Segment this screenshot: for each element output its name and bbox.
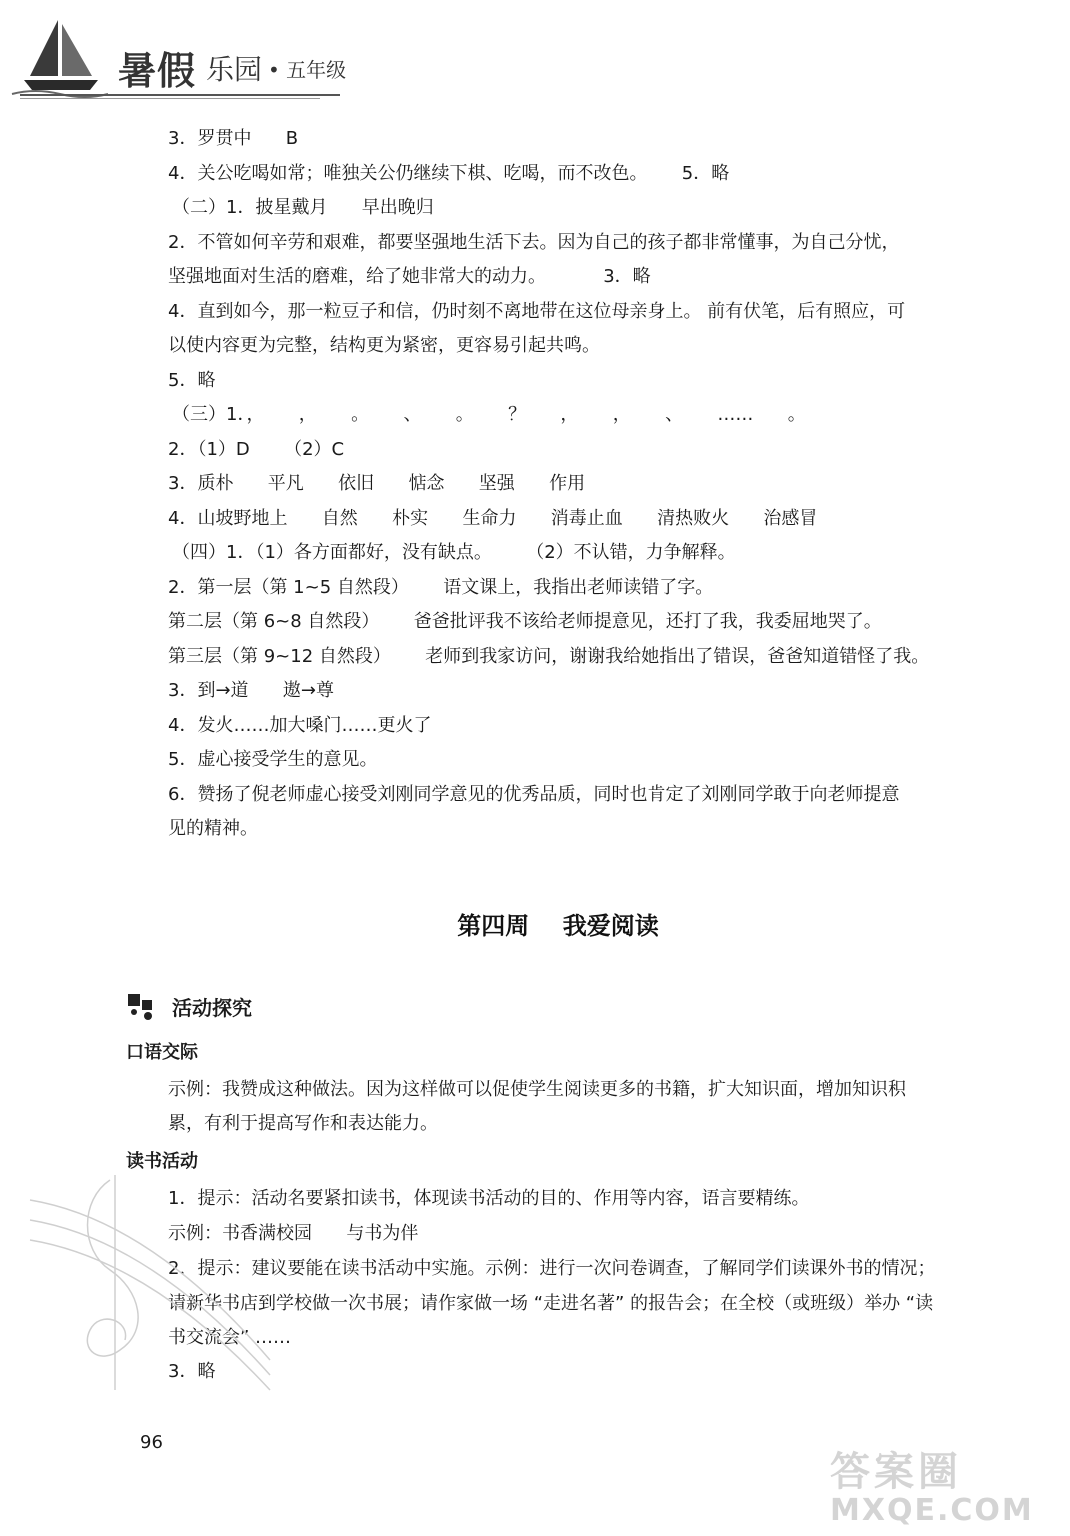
- watermark-top: 答案圈: [830, 1449, 962, 1495]
- header-rule: [20, 94, 340, 96]
- answer-line: 3．罗贯中 B: [168, 128, 299, 149]
- answer-line: （三）1．， ， 。 、 。 ？ ， ， 、 …… 。: [172, 404, 806, 425]
- answer-line: 5．虚心接受学生的意见。: [168, 749, 378, 770]
- answer-line: 4．山坡野地上 自然 朴实 生命力 消毒止血 清热败火 治感冒: [168, 508, 818, 529]
- answer-line: 坚强地面对生活的磨难，给了她非常大的动力。 3．略: [168, 266, 651, 287]
- answer-line: 示例：书香满校园 与书为伴: [168, 1223, 419, 1244]
- answer-line: 第三层（第 9~12 自然段） 老师到我家访问，谢谢我给她指出了错误，爸爸知道错怪了我。: [168, 646, 930, 667]
- answer-line: 3．到→道 遨→尊: [168, 680, 334, 701]
- answer-line: 4．关公吃喝如常；唯独关公仍继续下棋、吃喝，而不改色。 5．略: [168, 163, 730, 184]
- answer-line: 示例：我赞成这种做法。因为这样做可以促使学生阅读更多的书籍，扩大知识面，增加知识积: [168, 1079, 906, 1100]
- answer-line: 2．（1）D （2）C: [168, 439, 345, 460]
- answer-line: 5．略: [168, 370, 216, 391]
- chapter-title: 第四周 我爱阅读: [457, 912, 659, 940]
- watermark-bottom: MXQE.COM: [830, 1493, 1034, 1528]
- answer-line: （四）1．（1）各方面都好，没有缺点。 （2）不认错，力争解释。: [172, 542, 736, 563]
- grade-label: • 五年级: [268, 58, 347, 82]
- header-rule-thin: [20, 98, 320, 99]
- page-header: [0, 0, 1070, 110]
- subheading-oral: 口语交际: [126, 1042, 198, 1063]
- answer-line: 见的精神。: [168, 818, 258, 839]
- answer-line: 书交流会” ……: [168, 1327, 292, 1348]
- answer-line: 累，有利于提高写作和表达能力。: [168, 1113, 438, 1134]
- page-number: 96: [140, 1432, 163, 1453]
- answer-line: 以使内容更为完整，结构更为紧密，更容易引起共鸣。: [168, 335, 600, 356]
- answer-line: 4．直到如今，那一粒豆子和信，仍时刻不离地带在这位母亲身上。 前有伏笔，后有照应，可: [168, 301, 906, 322]
- answer-line: 1．提示：活动名要紧扣读书，体现读书活动的目的、作用等内容，语言要精练。: [168, 1188, 810, 1209]
- site-watermark: [830, 1450, 1034, 1528]
- answer-line: 2．不管如何辛劳和艰难，都要坚强地生活下去。因为自己的孩子都非常懂事，为自己分忧，: [168, 232, 900, 253]
- answer-line: 请新华书店到学校做一次书展；请作家做一场 “走进名著” 的报告会；在全校（或班级）举办 “读: [168, 1293, 934, 1314]
- answer-line: （二）1．披星戴月 早出晚归: [172, 197, 434, 218]
- answer-line: 4．发火……加大嗓门……更火了: [168, 715, 432, 736]
- answer-line: 2．第一层（第 1~5 自然段） 语文课上，我指出老师读错了字。: [168, 577, 714, 598]
- section-title: 活动探究: [172, 996, 252, 1020]
- answer-line: 第二层（第 6~8 自然段） 爸爸批评我不该给老师提意见，还打了我，我委屈地哭了。: [168, 611, 882, 632]
- answer-line: 6．赞扬了倪老师虚心接受刘刚同学意见的优秀品质，同时也肯定了刘刚同学敢于向老师提意: [168, 784, 900, 805]
- sailboat-icon: [10, 18, 110, 98]
- treble-clef-icon: [20, 1160, 280, 1400]
- book-subtitle: 乐园: [206, 53, 263, 86]
- subheading-reading: 读书活动: [126, 1151, 198, 1172]
- answer-line: 2．提示：建议要能在读书活动中实施。示例：进行一次问卷调查，了解同学们读课外书的情况；: [168, 1258, 936, 1279]
- puzzle-icon: [126, 990, 162, 1022]
- answer-line: 3．质朴 平凡 依旧 惦念 坚强 作用: [168, 473, 586, 494]
- answer-line: 3．略: [168, 1361, 216, 1382]
- book-title: 暑假: [118, 49, 197, 93]
